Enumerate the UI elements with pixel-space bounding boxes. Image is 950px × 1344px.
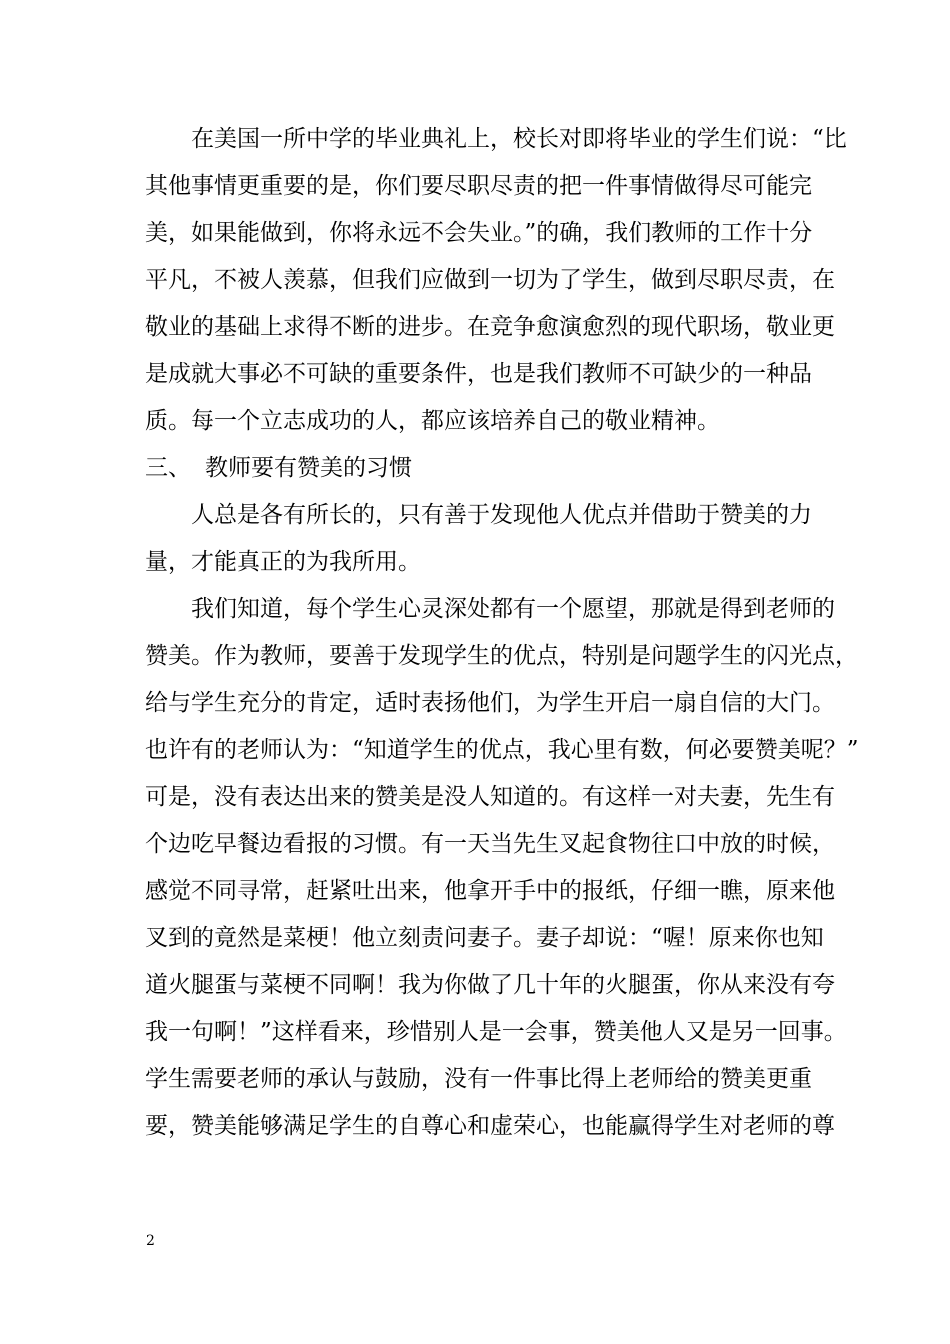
section-title: 教师要有赞美的习惯 bbox=[205, 455, 412, 481]
paragraph-graduation-speech bbox=[145, 116, 847, 445]
text-line: 感觉不同寻常，赶紧吐出来，他拿开手中的报纸，仔细一瞧，原来他 bbox=[145, 878, 835, 904]
text-line: 我一句啊！”这样看来，珍惜别人是一会事，赞美他人又是另一回事。 bbox=[145, 1019, 847, 1045]
page-number: 2 bbox=[146, 1233, 155, 1249]
section-heading bbox=[145, 445, 810, 492]
document-body bbox=[145, 116, 859, 1150]
text-line: 我们知道，每个学生心灵深处都有一个愿望，那就是得到老师的 bbox=[191, 596, 835, 622]
text-line: 敬业的基础上求得不断的进步。在竞争愈演愈烈的现代职场，敬业更 bbox=[145, 314, 835, 340]
text-line: 叉到的竟然是菜梗！他立刻责问妻子。妻子却说：“喔！原来你也知 bbox=[145, 925, 824, 951]
text-line: 道火腿蛋与菜梗不同啊！我为你做了几十年的火腿蛋，你从来没有夸 bbox=[145, 972, 835, 998]
text-line: 也许有的老师认为：“知道学生的优点，我心里有数，何必要赞美呢？” bbox=[145, 737, 859, 763]
paragraph-praise bbox=[145, 586, 859, 1150]
section-number: 三、 bbox=[145, 455, 191, 481]
text-line: 人总是各有所长的，只有善于发现他人优点并借助于赞美的力 bbox=[191, 502, 812, 528]
text-line: 是成就大事必不可缺的重要条件，也是我们教师不可缺少的一种品 bbox=[145, 361, 812, 387]
text-line: 量，才能真正的为我所用。 bbox=[145, 549, 421, 575]
text-line: 个边吃早餐边看报的习惯。有一天当先生叉起食物往口中放的时候， bbox=[145, 831, 835, 857]
text-line: 平凡，不被人羡慕，但我们应做到一切为了学生，做到尽职尽责，在 bbox=[145, 267, 835, 293]
text-line: 学生需要老师的承认与鼓励，没有一件事比得上老师给的赞美更重 bbox=[145, 1066, 812, 1092]
text-line: 在美国一所中学的毕业典礼上，校长对即将毕业的学生们说：“比 bbox=[191, 126, 847, 152]
paragraph-strengths bbox=[145, 492, 810, 586]
text-line: 赞美。作为教师，要善于发现学生的优点，特别是问题学生的闪光点， bbox=[145, 643, 858, 669]
text-line: 质。每一个立志成功的人，都应该培养自己的敬业精神。 bbox=[145, 408, 720, 434]
text-line: 美，如果能做到，你将永远不会失业。”的确，我们教师的工作十分 bbox=[145, 220, 813, 246]
text-line: 可是，没有表达出来的赞美是没人知道的。有这样一对夫妻，先生有 bbox=[145, 784, 835, 810]
text-line: 给与学生充分的肯定，适时表扬他们，为学生开启一扇自信的大门。 bbox=[145, 690, 835, 716]
text-line: 其他事情更重要的是，你们要尽职尽责的把一件事情做得尽可能完 bbox=[145, 173, 812, 199]
text-line: 要，赞美能够满足学生的自尊心和虚荣心，也能赢得学生对老师的尊 bbox=[145, 1113, 835, 1139]
